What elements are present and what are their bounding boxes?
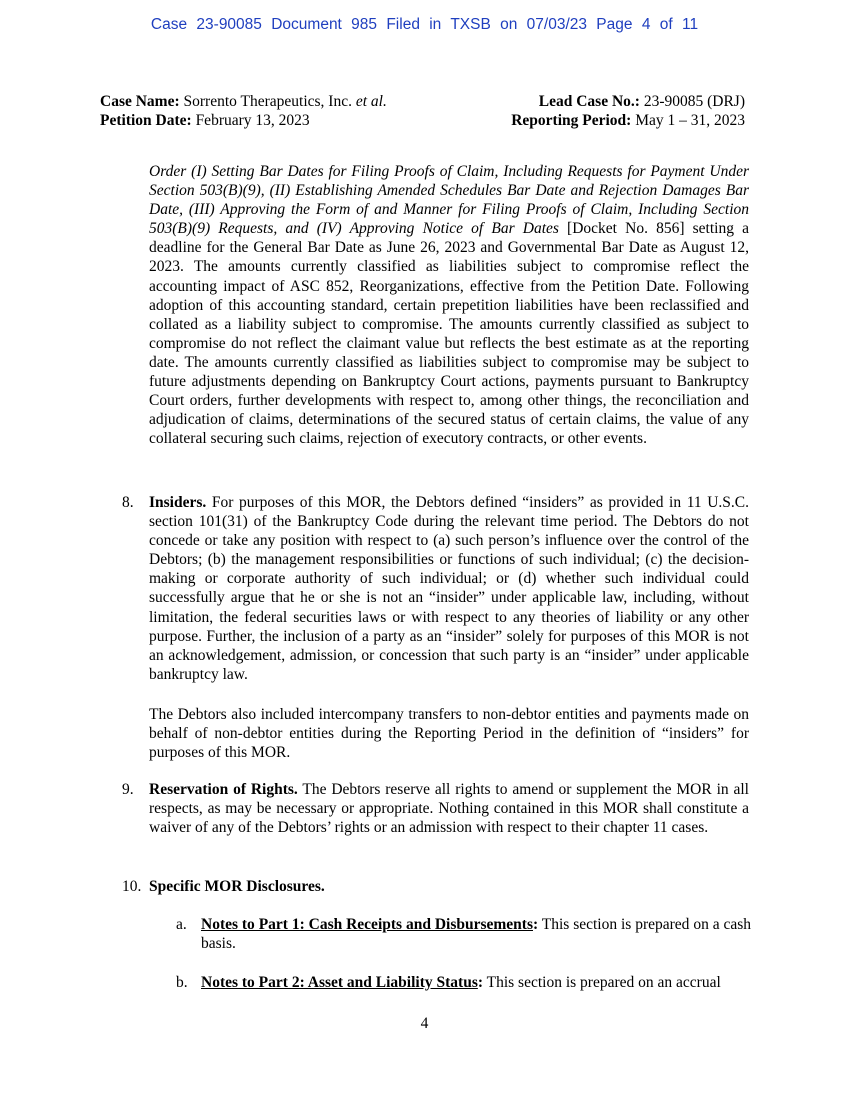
item-text xyxy=(149,780,749,837)
order-title-italic: Order (I) Setting Bar Dates for Filing Proofs of Claim, Including Requests for Payment Under Section 503(B)(9), (II) Establishing Amended Schedules Bar Date and Rejection Damages Bar Date, (III) Approving the Form of and Manner for Filing Proofs of Claim, Including Section 503(B)(9) Requests, and (IV) Approving Notice of Bar Dates xyxy=(149,163,749,238)
continuation-text: [Docket No. 856] setting a deadline for the General Bar Date as June 26, 2023 and Governmental Bar Date as August 12, 2023. The amounts currently classified as liabilities subject to compromise reflect the accounting impact of ASC 852, Reorganizations, effective from the Petition Date. Following adoption of this accounting standard, certain prepetition liabilities have been reclassified and collated as a liability subject to compromise. The amounts currently classified as subject to compromise do not reflect the claimant value but reflects the best estimate as at the reporting date. The amounts currently classified as liabilities subject to compromise may be subject to future adjustments depending on Bankruptcy Court actions, payments pursuant to Bankruptcy Court orders, further developments with respect to, among other things, the reconciliation and adjudication of claims, determinations of the secured status of certain claims, the value of any collateral securing such claims, rejection of executory contracts, or other events. xyxy=(149,220,749,448)
sub-item-text xyxy=(201,915,751,953)
lead-case-line xyxy=(511,92,745,111)
item-heading: Reservation of Rights. xyxy=(149,781,298,798)
reporting-period-line xyxy=(511,111,745,130)
sub-item-colon: : xyxy=(533,916,539,933)
item-8-second-paragraph: The Debtors also included intercompany transfers to non-debtor entities and payments made on behalf of non-debtor entities during the Reporting Period in the definition of “insiders” for purposes of this MOR. xyxy=(149,706,749,762)
item-body: The Debtors reserve all rights to amend or supplement the MOR in all respects, as may be necessary or appropriate. Nothing contained in this MOR shall constitute a waiver of any of the Debtors’ rights or an admission with respect to their chapter 11 cases. xyxy=(149,781,749,837)
reporting-period-label: Reporting Period: xyxy=(511,112,632,129)
item-text xyxy=(149,877,749,896)
sub-item-body: This section is prepared on an accrual xyxy=(483,974,721,991)
sub-item-body: This section is prepared on a cash basis. xyxy=(201,916,752,953)
lead-case-label: Lead Case No.: xyxy=(538,93,640,110)
sub-item-heading: Notes to Part 2: Asset and Liability Status xyxy=(201,974,478,991)
continuation-paragraph xyxy=(149,162,749,448)
lead-case-value: 23-90085 (DRJ) xyxy=(639,93,745,110)
case-name-etal: et al. xyxy=(355,93,387,110)
petition-date-line xyxy=(100,111,387,130)
page-number: 4 xyxy=(420,1015,429,1032)
item-text xyxy=(149,493,749,684)
sub-item-letter: b. xyxy=(176,974,188,991)
case-name-value: Sorrento Therapeutics, Inc. xyxy=(179,93,356,110)
sub-item-letter: a. xyxy=(176,916,187,933)
case-name-label: Case Name: xyxy=(100,93,180,110)
header-left xyxy=(100,92,387,130)
item-heading: Insiders. xyxy=(149,494,207,511)
reporting-period-value: May 1 – 31, 2023 xyxy=(631,112,745,129)
sub-item-colon: : xyxy=(477,974,484,991)
petition-date-value: February 13, 2023 xyxy=(191,112,310,129)
item-body: For purposes of this MOR, the Debtors defined “insiders” as provided in 11 U.S.C. section 101(31) of the Bankruptcy Code during the relevant time period. The Debtors do not concede or take any position with respect to (a) such person’s influence over the control of the Debtors; (b) the management responsibilities or functions of such individual; (c) the decision-making or corporate authority of such individual; or (d) whether such individual could successfully argue that he or she is not an “insider” under applicable law, including, without limitation, the federal securities laws or with respect to any theories of liability or any other purpose. Further, the inclusion of a party as an “insider” solely for purposes of this MOR is not an acknowledgement, admission, or concession that such party is an “insider” under applicable bankruptcy law. xyxy=(149,494,749,683)
item-heading: Specific MOR Disclosures. xyxy=(149,878,325,895)
sub-item-heading: Notes to Part 1: Cash Receipts and Disbursements xyxy=(201,916,533,933)
header-right xyxy=(511,92,745,130)
sub-item-text xyxy=(201,973,751,992)
item-number: 9. xyxy=(122,781,134,798)
court-filing-stamp: Case 23-90085 Document 985 Filed in TXSB on 07/03/23 Page 4 of 11 xyxy=(150,16,699,33)
case-name-line xyxy=(100,92,387,111)
petition-date-label: Petition Date: xyxy=(100,112,192,129)
item-number: 8. xyxy=(122,494,134,511)
item-number: 10. xyxy=(122,878,142,895)
